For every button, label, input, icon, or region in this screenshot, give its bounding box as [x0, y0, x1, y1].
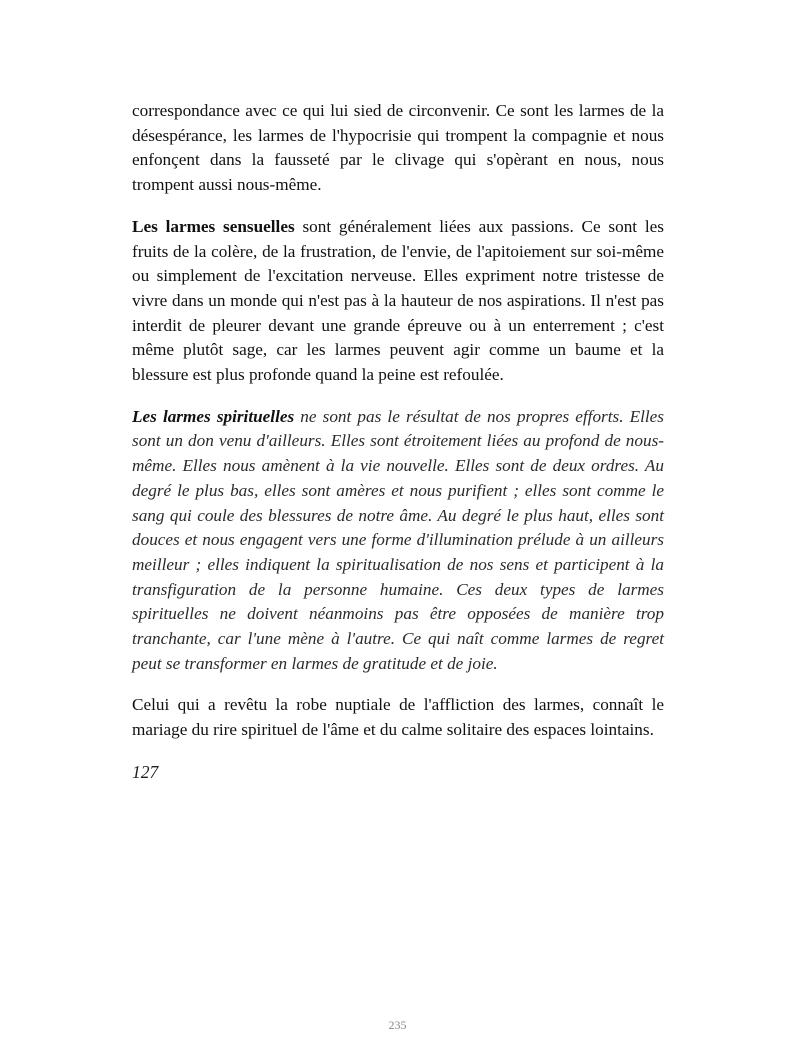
page-number: 235: [388, 1018, 407, 1032]
paragraph-conclusion: [132, 693, 664, 742]
sensual-tears-heading: Les larmes sensuelles: [132, 216, 295, 236]
sensual-tears-text: sont généralement liées aux passions. Ce sont les fruits de la colère, de la frustration, de l'envie, de l'apitoiement sur soi-même ou simplement de l'excitation nerveuse. Elles expriment notre tristesse de vivre dans un monde qui n'est pas à la hauteur de nos aspirations. Il n'est pas interdit de pleurer devant une grande épreuve ou à un enterrement ; c'est même plutôt sage, car les larmes peuvent agir comme un baume et la blessure est plus profonde quand la peine est refoulée.: [132, 216, 664, 385]
paragraph-intro-text: correspondance avec ce qui lui sied de circonvenir. Ce sont les larmes de la désespérance, les larmes de l'hypocrisie qui trompent la compagnie et nous enfonçent dans la fausseté par le clivage qui s'opèrant en nous, nous trompent aussi nous-même.: [132, 101, 664, 195]
spiritual-tears-text: ne sont pas le résultat de nos propres efforts. Elles sont un don venu d'ailleurs. Elles sont étroitement liées au profond de nous-même. Elles nous amènent à la vie nouvelle. Elles sont de deux ordres. Au degré le plus bas, elles sont amères et nous purifient ; elles sont comme le sang qui coule des blessures de notre âme. Au degré le plus haut, elles sont douces et nous engagent vers une forme d'illumination prélude à un ailleurs meilleur ; elles indiquent la spiritualisation de nos sens et participent à la transfiguration de la personne humaine. Ces deux types de larmes spirituelles ne doivent néanmoins pas être opposées de manière trop tranchante, car l'une mène à l'autre. Ce qui naît comme larmes de regret peut se transformer en larmes de gratitude et de joie.: [132, 406, 664, 673]
spiritual-tears-heading: Les larmes spirituelles: [132, 406, 295, 426]
paragraph-sensual-tears: [132, 215, 664, 388]
page-body: [132, 99, 664, 784]
paragraph-conclusion-text: Celui qui a revêtu la robe nuptiale de l'affliction des larmes, connaît le mariage du rire spirituel de l'âme et du calme solitaire des espaces lointains.: [132, 695, 664, 740]
paragraph-intro: [132, 99, 664, 198]
chapter-number: 127: [132, 761, 159, 782]
paragraph-spiritual-tears: [132, 405, 664, 677]
